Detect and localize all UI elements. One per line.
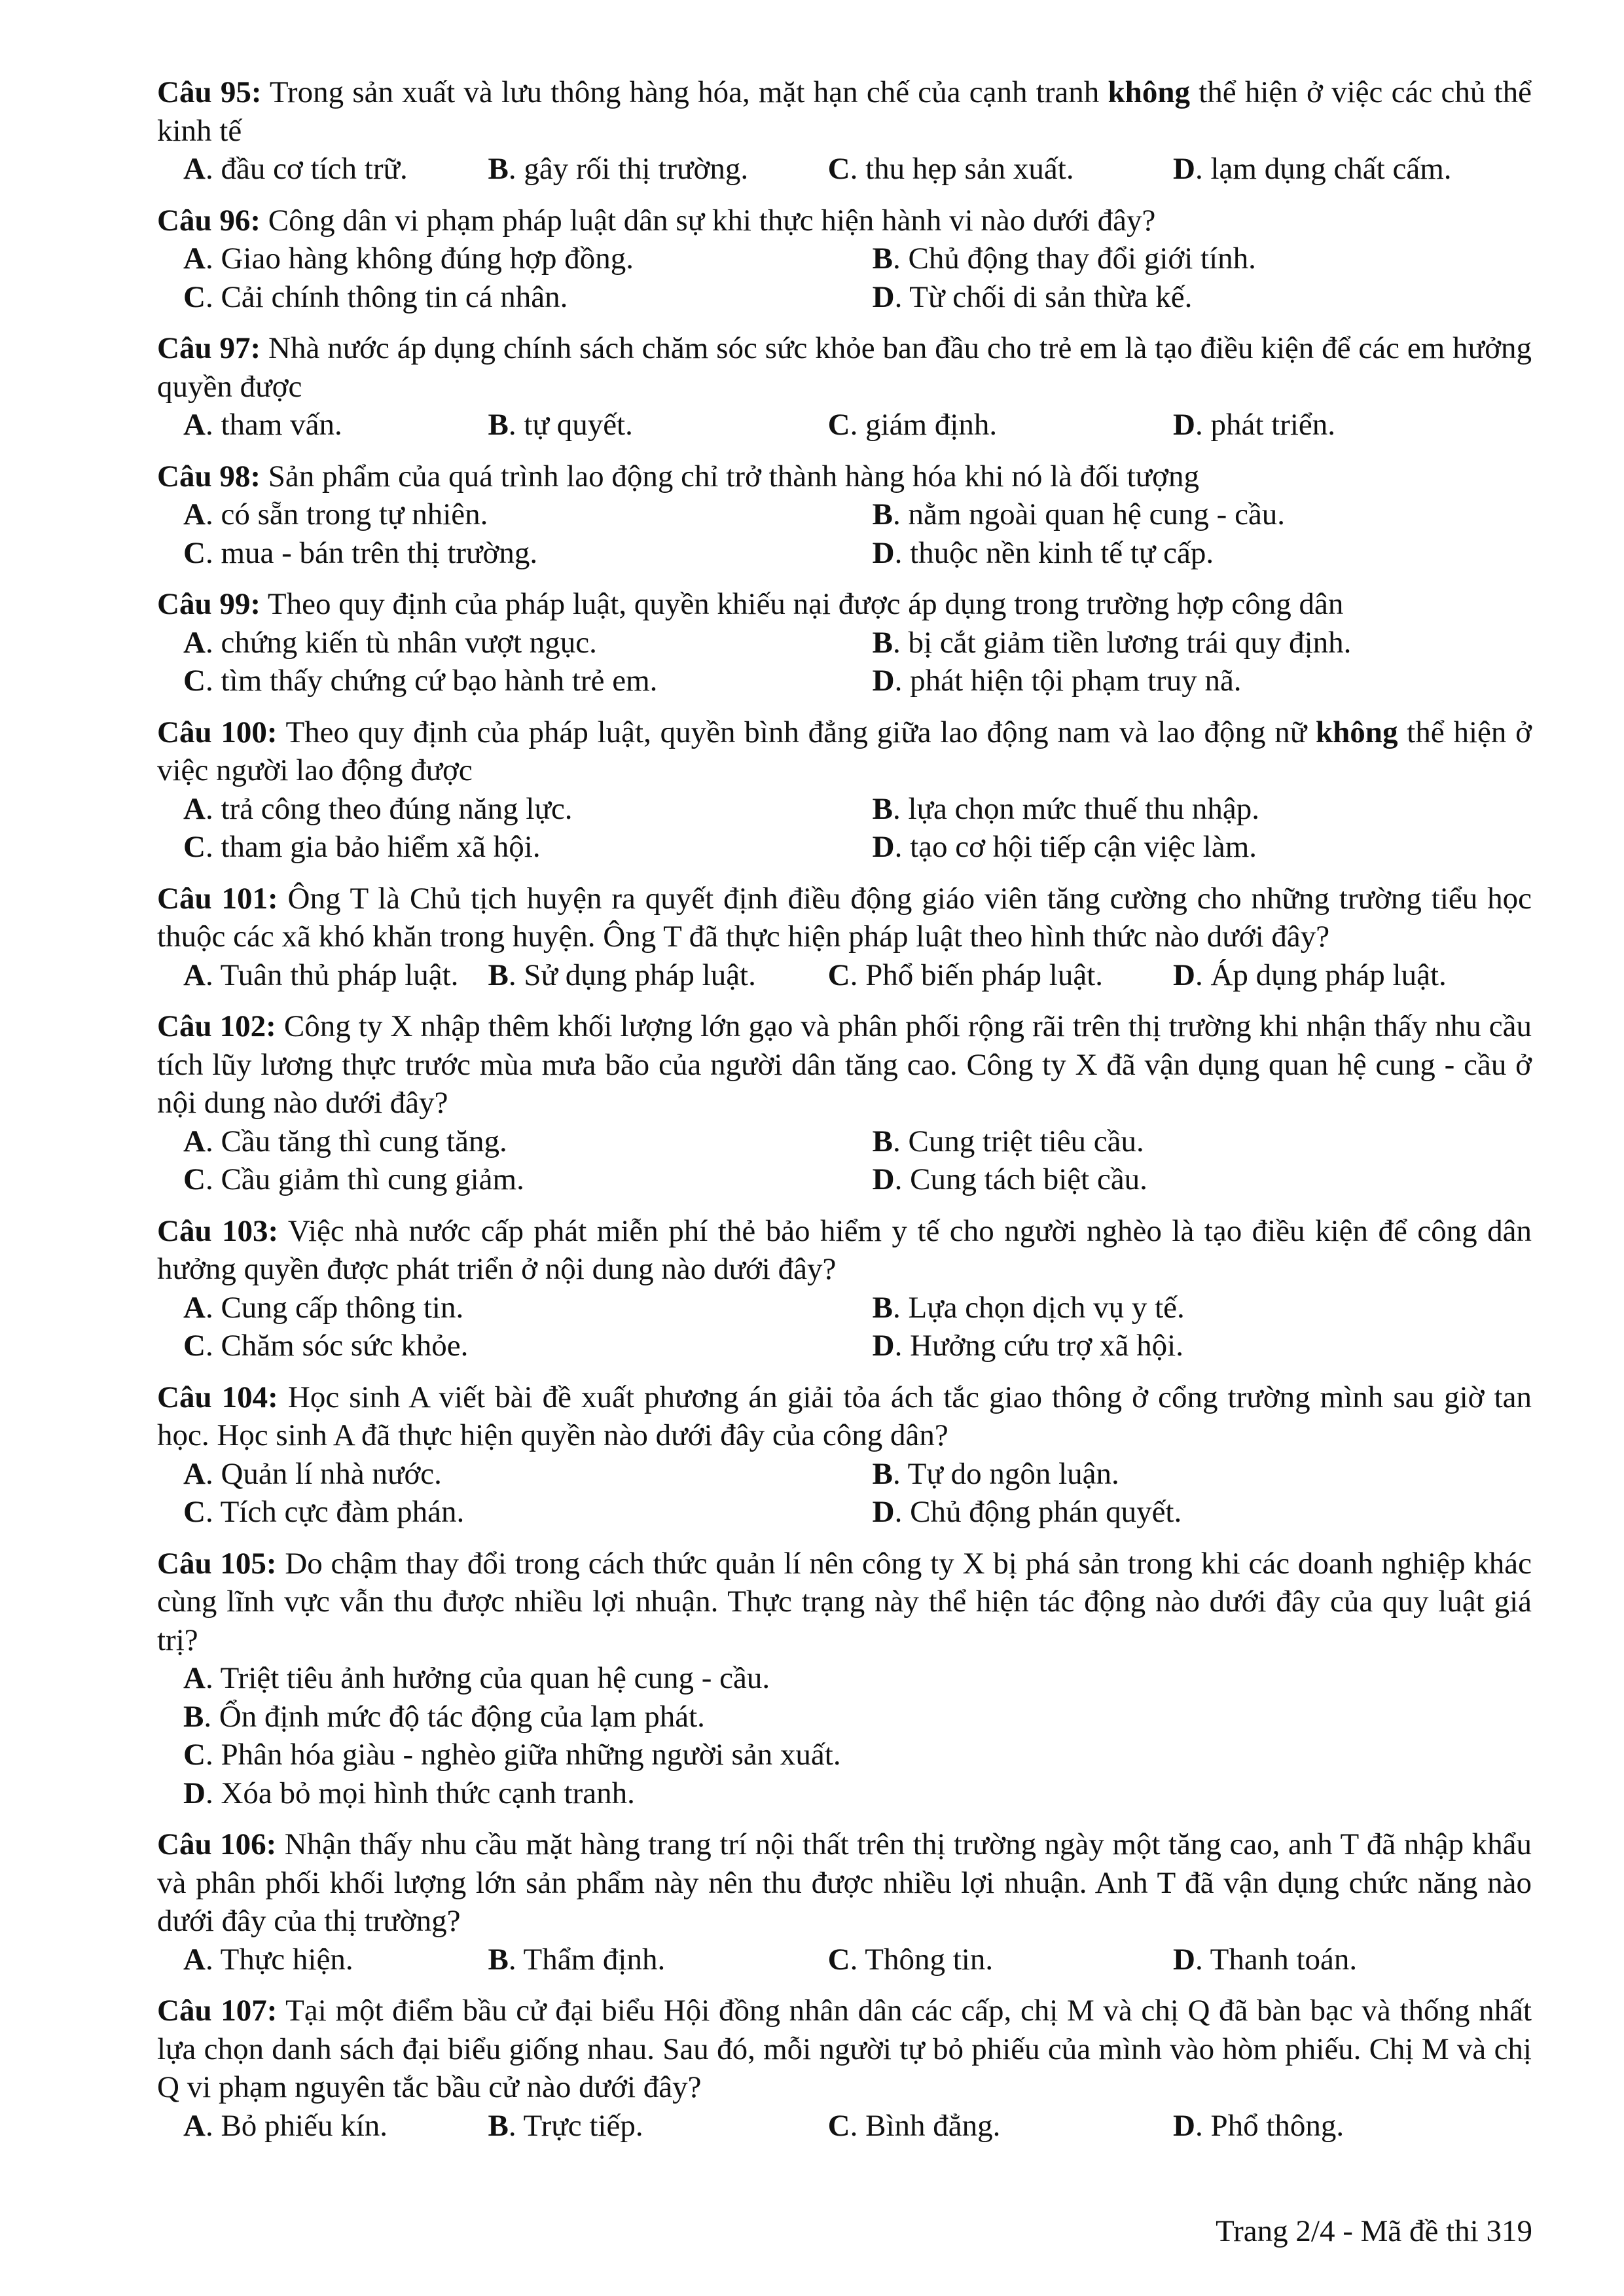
option-text: . tìm thấy chứng cứ bạo hành trẻ em. xyxy=(205,664,658,698)
question xyxy=(157,1212,1532,1365)
answer-options xyxy=(157,495,1532,572)
option-letter: B xyxy=(872,497,893,531)
answer-options xyxy=(157,2107,1532,2145)
option-text: . lạm dụng chất cấm. xyxy=(1195,152,1452,186)
question-number: Câu 96: xyxy=(157,203,261,238)
answer-option-d xyxy=(1173,1941,1532,1979)
answer-option-a xyxy=(183,1659,1532,1698)
question-number: Câu 98: xyxy=(157,459,261,493)
question-text: Tại một điểm bầu cử đại biểu Hội đồng nhân dân các cấp, chị M và chị Q đã bàn bạc và thống nhất lựa chọn danh sách đại biểu giống nhau. Sau đó, mỗi người tự bỏ phiếu của mình vào hòm phiếu. Chị M và chị Q vi phạm nguyên tắc bầu cử nào dưới đây? xyxy=(157,1994,1532,2104)
option-text: . Quản lí nhà nước. xyxy=(205,1456,442,1491)
option-letter: D xyxy=(872,535,895,570)
question-number: Câu 106: xyxy=(157,1827,277,1861)
option-text: . Xóa bỏ mọi hình thức cạnh tranh. xyxy=(205,1776,635,1810)
option-letter: A xyxy=(183,408,206,442)
question xyxy=(157,1007,1532,1199)
question-number: Câu 104: xyxy=(157,1380,278,1414)
option-text: . Lựa chọn dịch vụ y tế. xyxy=(893,1290,1185,1325)
answer-option-d xyxy=(1173,2107,1532,2145)
question-text: Công dân vi phạm pháp luật dân sự khi thực hiện hành vi nào dưới đây? xyxy=(260,203,1156,238)
question-number: Câu 102: xyxy=(157,1009,276,1043)
option-text: . Chủ động thay đổi giới tính. xyxy=(893,242,1256,276)
answer-option-c xyxy=(183,1736,1532,1774)
question-text: Trong sản xuất và lưu thông hàng hóa, mặt hạn chế của cạnh tranh xyxy=(261,75,1108,109)
option-text: . Từ chối di sản thừa kế. xyxy=(894,279,1193,314)
answer-options xyxy=(157,150,1532,188)
question-stem xyxy=(157,1212,1532,1289)
option-text: . Sử dụng pháp luật. xyxy=(508,958,756,992)
option-text: . Thẩm định. xyxy=(508,1942,666,1977)
option-text: . tự quyết. xyxy=(508,408,633,442)
question xyxy=(157,1825,1532,1979)
option-letter: A xyxy=(183,1942,206,1977)
question-text: Việc nhà nước cấp phát miễn phí thẻ bảo hiểm y tế cho người nghèo là tạo điều kiện để công dân hưởng quyền được phát triển ở nội dung nào dưới đây? xyxy=(157,1213,1532,1286)
answer-option-c xyxy=(828,1941,1173,1979)
question-text: thể hiện ở việc người lao động được xyxy=(157,715,1532,787)
answer-options xyxy=(157,406,1532,444)
option-text: . Áp dụng pháp luật. xyxy=(1195,958,1447,992)
question-number: Câu 97: xyxy=(157,331,261,365)
option-text: . chứng kiến tù nhân vượt ngục. xyxy=(205,625,597,660)
answer-option-b xyxy=(488,2107,828,2145)
option-text: . Hưởng cứu trợ xã hội. xyxy=(894,1329,1183,1363)
answer-option-b xyxy=(488,150,828,188)
answer-option-c xyxy=(183,1493,873,1532)
answer-options xyxy=(157,240,1532,316)
option-text: . có sẵn trong tự nhiên. xyxy=(205,497,488,531)
answer-option-d xyxy=(873,662,1532,700)
answer-option-d xyxy=(873,1160,1532,1199)
question xyxy=(157,202,1532,317)
question-stem xyxy=(157,73,1532,150)
question-text: Nhà nước áp dụng chính sách chăm sóc sức khỏe ban đầu cho trẻ em là tạo điều kiện để các em hưởng quyền được xyxy=(157,331,1532,404)
question-text: Học sinh A viết bài đề xuất phương án giải tỏa ách tắc giao thông ở cổng trường mình sau giờ tan học. Học sinh A đã thực hiện quyền nào dưới đây của công dân? xyxy=(157,1380,1532,1452)
answer-option-c xyxy=(183,278,873,317)
option-letter: A xyxy=(183,152,206,186)
answer-option-c xyxy=(183,828,873,867)
option-text: . mua - bán trên thị trường. xyxy=(205,535,538,570)
question xyxy=(157,1992,1532,2145)
answer-option-b xyxy=(488,1941,828,1979)
option-text: . Ổn định mức độ tác động của lạm phát. xyxy=(204,1699,705,1734)
option-letter: C xyxy=(827,958,850,992)
question-number: Câu 105: xyxy=(157,1546,277,1581)
answer-option-a xyxy=(183,2107,488,2145)
answer-options xyxy=(157,1122,1532,1199)
option-text: . trả công theo đúng năng lực. xyxy=(205,791,573,826)
option-letter: B xyxy=(872,1456,893,1491)
option-text: . Cung triệt tiêu cầu. xyxy=(893,1124,1144,1158)
option-letter: C xyxy=(183,1329,206,1363)
option-letter: D xyxy=(872,279,895,314)
emphasis-text: không xyxy=(1316,715,1398,749)
option-letter: B xyxy=(488,958,509,992)
answer-option-a xyxy=(183,1289,873,1327)
option-text: . thuộc nền kinh tế tự cấp. xyxy=(894,535,1214,570)
answer-option-c xyxy=(828,150,1173,188)
answer-option-c xyxy=(828,406,1173,444)
option-letter: D xyxy=(872,1495,895,1529)
option-letter: B xyxy=(872,1290,893,1325)
option-letter: D xyxy=(1173,2108,1195,2143)
option-letter: C xyxy=(183,830,206,864)
option-letter: D xyxy=(1173,1942,1195,1977)
option-text: . Tích cực đàm phán. xyxy=(205,1495,465,1529)
question-stem xyxy=(157,1378,1532,1455)
answer-option-c xyxy=(828,956,1173,995)
option-letter: A xyxy=(183,1661,206,1695)
question-text: Theo quy định của pháp luật, quyền bình đẳng giữa lao động nam và lao động nữ xyxy=(277,715,1316,749)
answer-option-a xyxy=(183,790,873,829)
option-text: . bị cắt giảm tiền lương trái quy định. xyxy=(893,625,1352,660)
answer-option-d xyxy=(873,534,1532,573)
question-number: Câu 100: xyxy=(157,715,278,749)
question-text: Nhận thấy nhu cầu mặt hàng trang trí nội thất trên thị trường ngày một tăng cao, anh T đã nhập khẩu và phân phối khối lượng lớn sản phẩm này nên thu được nhiều lợi nhuận. Anh T đã vận dụng chức năng nào dưới đây của thị trường? xyxy=(157,1827,1532,1938)
question-stem xyxy=(157,880,1532,956)
question-text: Công ty X nhập thêm khối lượng lớn gạo và phân phối rộng rãi trên thị trường khi nhận thấy nhu cầu tích lũy lương thực trước mùa mưa bão của người dân tăng cao. Công ty X đã vận dụng quan hệ cung - cầu ở nội dung nào dưới đây? xyxy=(157,1009,1532,1120)
answer-option-b xyxy=(873,1455,1532,1494)
answer-options xyxy=(157,790,1532,867)
answer-option-b xyxy=(488,406,828,444)
answer-options xyxy=(157,1659,1532,1812)
option-text: . tham gia bảo hiểm xã hội. xyxy=(205,830,541,864)
page-footer: Trang 2/4 - Mã đề thi 319 xyxy=(1216,2214,1532,2248)
question xyxy=(157,1378,1532,1532)
answer-option-a xyxy=(183,1941,488,1979)
answer-options xyxy=(157,956,1532,995)
answer-options xyxy=(157,1455,1532,1532)
option-letter: D xyxy=(1173,152,1195,186)
option-letter: A xyxy=(183,497,206,531)
answer-option-a xyxy=(183,1455,873,1494)
option-letter: B xyxy=(488,152,509,186)
option-text: . Thông tin. xyxy=(850,1942,994,1977)
question-stem xyxy=(157,1992,1532,2107)
answer-option-b xyxy=(873,1289,1532,1327)
option-letter: C xyxy=(183,1162,206,1196)
question xyxy=(157,329,1532,444)
option-letter: C xyxy=(827,152,850,186)
answer-option-c xyxy=(183,662,873,700)
option-letter: D xyxy=(872,830,895,864)
option-letter: B xyxy=(872,625,893,660)
option-text: . giám định. xyxy=(850,408,998,442)
option-text: . Tự do ngôn luận. xyxy=(893,1456,1119,1491)
option-text: . Phổ biến pháp luật. xyxy=(850,958,1104,992)
option-letter: B xyxy=(872,242,893,276)
option-text: . Giao hàng không đúng hợp đồng. xyxy=(205,242,634,276)
option-text: . Triệt tiêu ảnh hưởng của quan hệ cung - cầu. xyxy=(205,1661,770,1695)
option-letter: A xyxy=(183,2108,206,2143)
option-letter: B xyxy=(872,1124,893,1158)
answer-option-b xyxy=(488,956,828,995)
question-number: Câu 107: xyxy=(157,1994,278,2028)
answer-option-d xyxy=(873,1493,1532,1532)
option-text: . lựa chọn mức thuế thu nhập. xyxy=(893,791,1259,826)
question-stem xyxy=(157,1825,1532,1941)
answer-option-a xyxy=(183,150,488,188)
option-text: . tạo cơ hội tiếp cận việc làm. xyxy=(894,830,1257,864)
answer-options xyxy=(157,624,1532,700)
answer-option-a xyxy=(183,624,873,662)
option-letter: A xyxy=(183,625,206,660)
answer-option-b xyxy=(873,790,1532,829)
question-number: Câu 95: xyxy=(157,75,262,109)
answer-option-c xyxy=(183,1160,873,1199)
option-text: . phát triển. xyxy=(1195,408,1336,442)
question xyxy=(157,713,1532,867)
answer-option-d xyxy=(1173,150,1532,188)
option-text: . gây rối thị trường. xyxy=(508,152,749,186)
answer-option-a xyxy=(183,406,488,444)
question-number: Câu 99: xyxy=(157,587,261,621)
option-letter: C xyxy=(183,279,206,314)
question-stem xyxy=(157,585,1532,624)
option-letter: B xyxy=(872,791,893,826)
option-letter: D xyxy=(872,1162,895,1196)
option-text: . Cầu giảm thì cung giảm. xyxy=(205,1162,524,1196)
question-stem xyxy=(157,329,1532,406)
option-text: . nằm ngoài quan hệ cung - cầu. xyxy=(893,497,1286,531)
answer-option-d xyxy=(873,278,1532,317)
answer-option-b xyxy=(873,240,1532,278)
option-letter: A xyxy=(183,958,206,992)
question-stem xyxy=(157,457,1532,496)
question-stem xyxy=(157,713,1532,790)
option-letter: C xyxy=(827,1942,850,1977)
answer-option-d xyxy=(873,1327,1532,1365)
option-letter: B xyxy=(488,1942,509,1977)
question-stem xyxy=(157,202,1532,240)
option-text: . Cải chính thông tin cá nhân. xyxy=(205,279,568,314)
answer-option-a xyxy=(183,240,873,278)
answer-option-d xyxy=(1173,406,1532,444)
option-letter: A xyxy=(183,1290,206,1325)
option-letter: A xyxy=(183,242,206,276)
option-text: . Thực hiện. xyxy=(205,1942,353,1977)
option-text: . Chăm sóc sức khỏe. xyxy=(205,1329,469,1363)
option-letter: D xyxy=(872,1329,895,1363)
option-letter: A xyxy=(183,1456,206,1491)
answer-option-a xyxy=(183,495,873,534)
option-letter: C xyxy=(183,535,206,570)
option-text: . Phổ thông. xyxy=(1195,2108,1344,2143)
option-text: . Bỏ phiếu kín. xyxy=(205,2108,388,2143)
option-text: . Thanh toán. xyxy=(1195,1942,1358,1977)
answer-option-c xyxy=(828,2107,1173,2145)
option-letter: C xyxy=(183,1495,206,1529)
option-text: . Chủ động phán quyết. xyxy=(894,1495,1182,1529)
question-text: thể hiện ở việc các chủ thể kinh tế xyxy=(157,75,1532,148)
option-letter: B xyxy=(488,2108,509,2143)
question-text: Do chậm thay đổi trong cách thức quản lí nên công ty X bị phá sản trong khi các doanh nghiệp khác cùng lĩnh vực vẫn thu được nhiều lợi nhuận. Thực trạng này thể hiện tác động nào dưới đây của quy luật giá trị? xyxy=(157,1546,1532,1657)
question-number: Câu 103: xyxy=(157,1213,279,1248)
answer-option-d xyxy=(873,828,1532,867)
answer-options xyxy=(157,1941,1532,1979)
option-text: . Cung cấp thông tin. xyxy=(205,1290,464,1325)
option-text: . Cung tách biệt cầu. xyxy=(894,1162,1147,1196)
option-letter: C xyxy=(183,664,206,698)
emphasis-text: không xyxy=(1108,75,1190,109)
option-letter: A xyxy=(183,791,206,826)
option-letter: C xyxy=(183,1738,206,1772)
option-text: . thu hẹp sản xuất. xyxy=(850,152,1074,186)
option-letter: A xyxy=(183,1124,206,1158)
option-letter: D xyxy=(1173,408,1195,442)
question xyxy=(157,1545,1532,1813)
answer-option-d xyxy=(183,1774,1532,1813)
option-letter: B xyxy=(488,408,509,442)
option-text: . tham vấn. xyxy=(205,408,342,442)
question-number: Câu 101: xyxy=(157,881,278,916)
option-letter: C xyxy=(827,408,850,442)
option-text: . Trực tiếp. xyxy=(508,2108,643,2143)
answer-option-c xyxy=(183,534,873,573)
option-letter: B xyxy=(183,1699,204,1734)
option-text: . Cầu tăng thì cung tăng. xyxy=(205,1124,507,1158)
option-text: . Tuân thủ pháp luật. xyxy=(205,958,459,992)
option-text: . Bình đẳng. xyxy=(850,2108,1001,2143)
option-text: . phát hiện tội phạm truy nã. xyxy=(894,664,1242,698)
option-letter: D xyxy=(1173,958,1195,992)
question-stem xyxy=(157,1007,1532,1122)
option-letter: C xyxy=(827,2108,850,2143)
answer-option-c xyxy=(183,1327,873,1365)
question-text: Theo quy định của pháp luật, quyền khiếu nại được áp dụng trong trường hợp công dân xyxy=(260,587,1344,621)
answer-option-b xyxy=(873,624,1532,662)
question xyxy=(157,585,1532,700)
answer-option-d xyxy=(1173,956,1532,995)
answer-option-b xyxy=(873,1122,1532,1161)
question xyxy=(157,457,1532,573)
exam-page xyxy=(157,73,1532,2158)
question-text: Sản phẩm của quá trình lao động chỉ trở thành hàng hóa khi nó là đối tượng xyxy=(260,459,1199,493)
question xyxy=(157,880,1532,995)
answer-options xyxy=(157,1289,1532,1365)
answer-option-a xyxy=(183,956,488,995)
answer-option-b xyxy=(183,1698,1532,1736)
answer-option-a xyxy=(183,1122,873,1161)
question-stem xyxy=(157,1545,1532,1660)
option-text: . Phân hóa giàu - nghèo giữa những người sản xuất. xyxy=(205,1738,841,1772)
question xyxy=(157,73,1532,188)
option-letter: D xyxy=(872,664,895,698)
question-text: Ông T là Chủ tịch huyện ra quyết định điều động giáo viên tăng cường cho những trường tiểu học thuộc các xã khó khăn trong huyện. Ông T đã thực hiện pháp luật theo hình thức nào dưới đây? xyxy=(157,881,1532,954)
answer-option-b xyxy=(873,495,1532,534)
option-letter: D xyxy=(183,1776,206,1810)
option-text: . đầu cơ tích trữ. xyxy=(205,152,408,186)
